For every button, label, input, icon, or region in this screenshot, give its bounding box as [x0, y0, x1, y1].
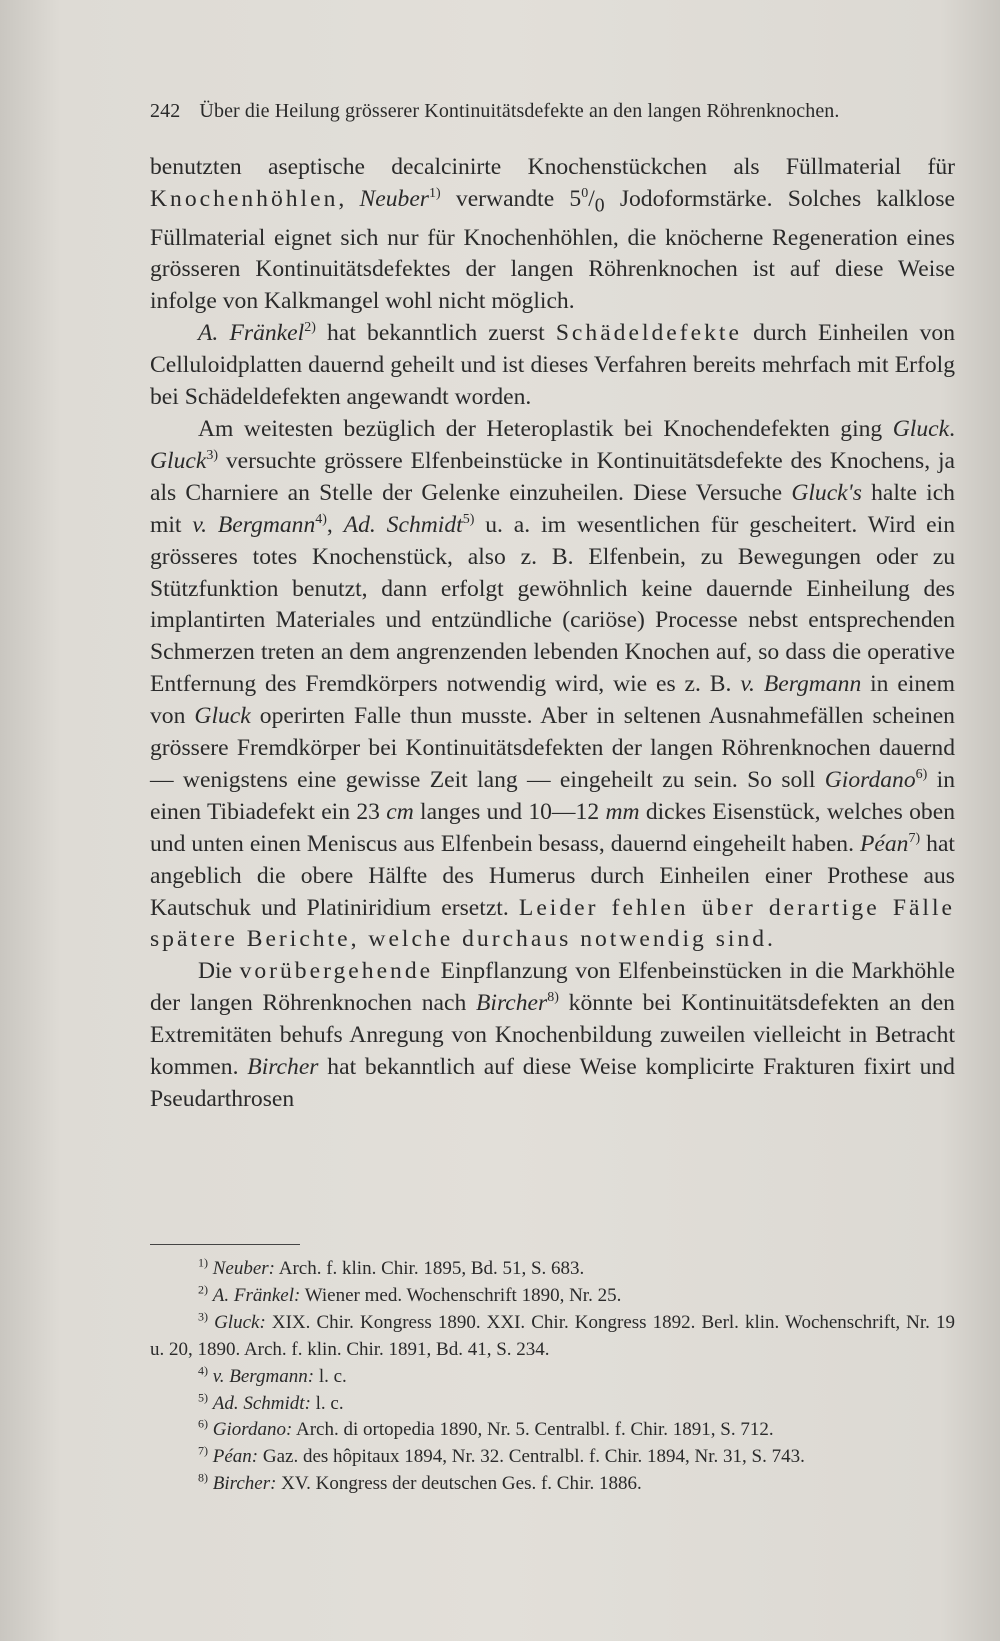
- text-run: verwandte 5: [440, 185, 582, 212]
- footnote-ref: 4): [315, 511, 327, 527]
- text-run: hat bekanntlich auf diese Weise komplicirte Frakturen fixirt und Pseudarthrosen: [150, 1054, 955, 1112]
- footnote-ref: 2): [304, 320, 316, 336]
- footnote-4: [150, 1364, 955, 1391]
- footnote-author: Giordano:: [212, 1419, 293, 1441]
- footnote-mark: 8): [198, 1470, 208, 1485]
- page-number: 242: [150, 100, 181, 122]
- footnote-author: Gluck:: [214, 1311, 266, 1333]
- text-run: Die: [198, 958, 240, 985]
- footnote-2: [150, 1283, 955, 1310]
- author-name: Gluck: [194, 703, 251, 730]
- footnote-text: XV. Kongress der deutschen Ges. f. Chir. 1886.: [276, 1473, 642, 1495]
- author-name: Giordano: [824, 766, 916, 793]
- footnote-author: Ad. Schmidt:: [212, 1392, 311, 1414]
- footnote-8: [150, 1471, 955, 1498]
- footnote-ref: 7): [908, 830, 921, 846]
- running-header: [150, 100, 960, 123]
- footnote-text: Wiener med. Wochenschrift 1890, Nr. 25.: [300, 1284, 622, 1306]
- text-run: dickes Eisenstück, welches oben und unten einen Meniscus aus Elfenbein besass, dauernd eingeheilt haben.: [150, 798, 955, 857]
- footnote-text: Gaz. des hôpitaux 1894, Nr. 32. Centralbl. f. Chir. 1894, Nr. 31, S. 743.: [258, 1446, 805, 1468]
- footnote-ref: 1): [429, 186, 441, 202]
- footnote-ref: 6): [915, 767, 928, 783]
- percent-sup: 0: [581, 186, 589, 202]
- paragraph-4: [150, 956, 955, 1116]
- footnote-7: [150, 1444, 955, 1471]
- footnote-ref: 3): [206, 448, 219, 464]
- footnote-mark: 5): [198, 1390, 208, 1405]
- paragraph-1: [150, 152, 955, 318]
- footnote-author: Bircher:: [212, 1473, 277, 1495]
- text-run: Einpflanzung von Elfenbeinstücken in die Markhöhle der langen Röhrenknochen nach: [150, 958, 956, 1017]
- text-run: langes und 10—12: [413, 798, 606, 825]
- text-run: durch Einheilen von Celluloidplatten dauernd geheilt und ist dieses Verfahren bereits mehrfach mit Erfolg bei Schädeldefekten angewandt worden.: [150, 320, 955, 411]
- footnotes: [150, 1256, 955, 1498]
- text-run: könnte bei Kontinuitätsdefekten an den Extremitäten behufs Anregung von Knochenbildung zuweilen vielleicht in Betracht kommen.: [150, 990, 955, 1081]
- footnote-mark: 1): [198, 1255, 208, 1270]
- footnote-mark: 6): [198, 1417, 208, 1432]
- spaced-text: Leider fehlen über derartige Fälle spätere Berichte, welche durchaus notwendig sind.: [150, 894, 955, 953]
- author-name: A. Fränkel: [198, 320, 305, 347]
- footnote-6: [150, 1417, 955, 1444]
- paragraph-3: [150, 414, 955, 956]
- text-run: Jodoformstärke. Solches kalklose Füllmaterial eignet sich nur für Knochenhöhlen, die knöcherne Regeneration eines grösseren Kontinuitätsdefektes der langen Röhrenknochen ist auf diese Weise infolge von Kalkmangel wohl nicht möglich.: [150, 185, 955, 315]
- text-run: ,: [338, 185, 360, 212]
- spaced-text: Knochenhöhlen: [150, 185, 339, 212]
- percent-slash: /: [588, 185, 595, 212]
- footnote-1: [150, 1256, 955, 1283]
- unit: mm: [605, 798, 640, 825]
- footnote-5: [150, 1391, 955, 1418]
- footnote-text: Arch. di ortopedia 1890, Nr. 5. Centralbl. f. Chir. 1891, S. 712.: [292, 1419, 774, 1441]
- footnote-ref: 5): [462, 511, 475, 527]
- footnote-author: Péan:: [212, 1446, 259, 1468]
- footnote-text: l. c.: [310, 1392, 344, 1414]
- author-name: Ad. Schmidt: [343, 511, 463, 538]
- unit: cm: [386, 798, 414, 825]
- text-run: halte ich mit: [150, 479, 955, 538]
- author-name: Gluck: [150, 447, 207, 474]
- paragraph-2: [150, 318, 955, 414]
- text-run: hat bekanntlich zuerst: [315, 320, 556, 347]
- footnote-mark: 3): [198, 1309, 208, 1324]
- footnote-author: Neuber:: [212, 1258, 276, 1279]
- running-title: Über die Heilung grösserer Kontinuitätsdefekte an den langen Röhrenknochen.: [199, 100, 840, 122]
- text-run: operirten Falle thun musste. Aber in seltenen Ausnahmefällen scheinen grössere Fremdkörper bei Kontinuitätsdefekten der langen Röhrenknochen dauernd — wenigstens eine gewisse Zeit lang — eingeheilt zu sein. So soll: [150, 703, 955, 793]
- spaced-text: Schädeldefekte: [555, 320, 742, 347]
- footnote-3: [150, 1310, 955, 1364]
- text-run: Am weitesten bezüglich der Heteroplastik bei Knochendefekten ging: [198, 415, 893, 442]
- author-name: Bircher: [247, 1054, 319, 1081]
- footnote-mark: 4): [198, 1363, 208, 1378]
- spaced-text: vorübergehende: [239, 958, 434, 985]
- footnote-rule: [150, 1244, 300, 1245]
- text-run: ,: [326, 511, 344, 538]
- text-run: hat angeblich die obere Hälfte des Humerus durch Einheilen einer Prothese aus Kautschuk und Platiniridium ersetzt.: [150, 830, 955, 921]
- author-name: Neuber: [359, 185, 429, 212]
- footnote-mark: 7): [198, 1444, 208, 1459]
- footnote-author: v. Bergmann:: [212, 1365, 315, 1387]
- text-run: benutzten aseptische decalcinirte Knochenstückchen als Füllmaterial für: [150, 154, 955, 180]
- author-name: Bircher: [476, 990, 548, 1017]
- footnote-text: Arch. f. klin. Chir. 1895, Bd. 51, S. 683.: [275, 1258, 585, 1279]
- text-run: u. a. im wesentlichen für gescheitert. Wird ein grösseres totes Knochenstück, also z. B. Elfenbein, zu Bewegungen oder zu Stützfunktion benutzt, dann erfolgt gewöhnlich keine dauernde Einheilung des implantirten Materiales und entzündliche (cariöse) Processe nebst entsprechenden Schmerzen treten an dem angrenzenden lebenden Knochen auf, so dass die operative Entfernung des Fremdkörpers notwendig wird, wie es z. B.: [150, 511, 955, 698]
- author-name: Gluck: [892, 415, 950, 442]
- author-name: v. Bergmann: [740, 671, 862, 698]
- footnote-mark: 2): [198, 1282, 208, 1297]
- percent-sub: 0: [594, 194, 605, 217]
- footnote-author: A. Fränkel:: [212, 1284, 301, 1306]
- footnote-text: l. c.: [314, 1365, 347, 1387]
- text-run: in einen Tibiadefekt ein 23: [150, 766, 955, 825]
- author-name: Péan: [860, 830, 909, 857]
- footnote-text: XIX. Chir. Kongress 1890. XXI. Chir. Kongress 1892. Berl. klin. Wochenschrift, Nr. 19 u. 20, 1890. Arch. f. klin. Chir. 1891, Bd. 41, S. 234.: [150, 1311, 955, 1360]
- text-run: versuchte grössere Elfenbeinstücke in Kontinuitätsdefekte des Knochens, ja als Charniere an Stelle der Gelenke einzuheilen. Diese Versuche: [150, 447, 955, 506]
- body-text: [150, 152, 955, 1116]
- text-run: in einem von: [150, 671, 956, 730]
- author-name: v. Bergmann: [192, 511, 316, 538]
- author-name: Gluck's: [791, 479, 862, 506]
- footnote-ref: 8): [547, 990, 559, 1006]
- text-run: .: [949, 415, 955, 442]
